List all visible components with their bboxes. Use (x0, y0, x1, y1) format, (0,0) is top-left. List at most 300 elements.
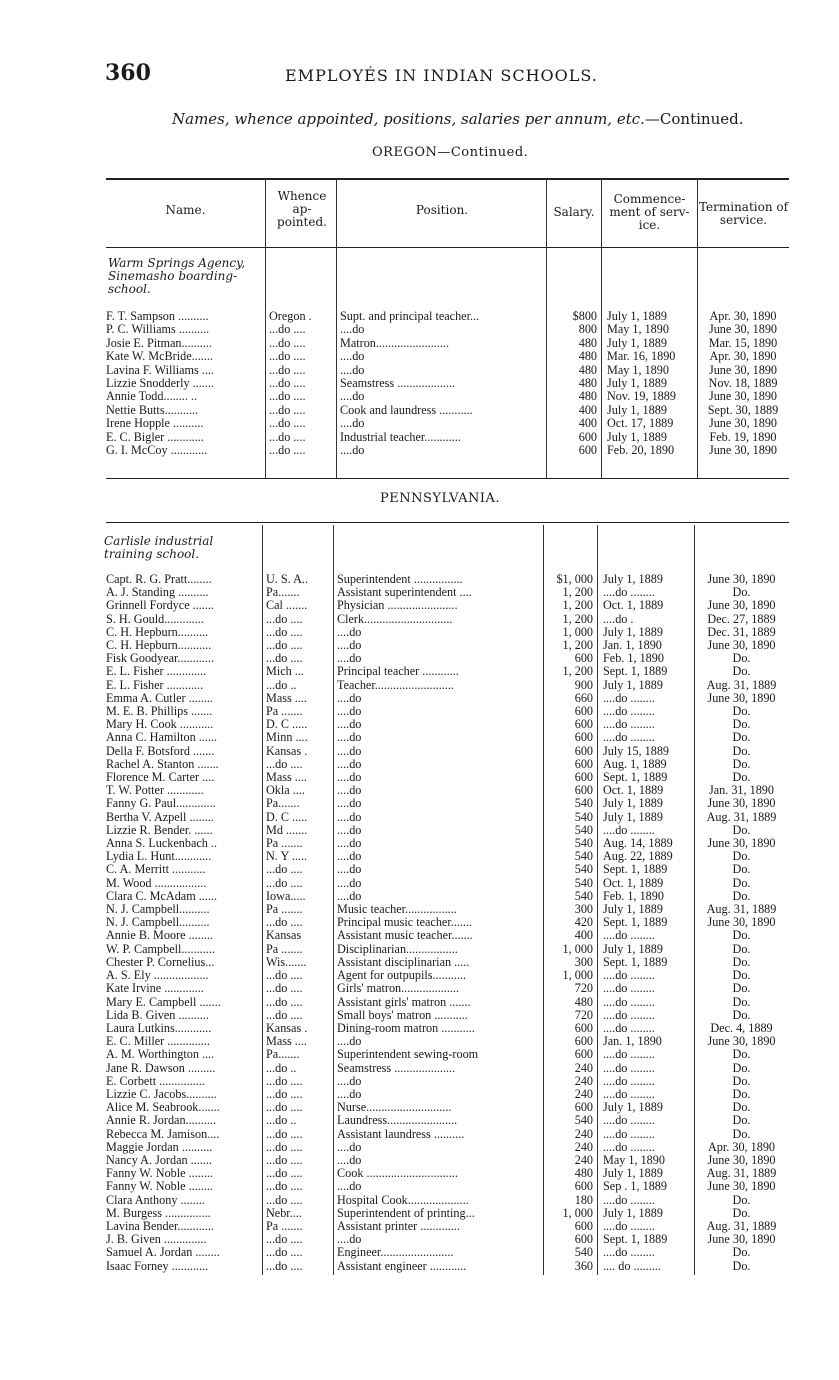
termination-date: Do. (732, 731, 751, 745)
employee-name: Rebecca M. Jamison.... (106, 1127, 220, 1141)
termination-date: Dec. 31, 1889 (707, 625, 776, 639)
whence-appointed: ...do .. (266, 1114, 297, 1128)
position: ....do (340, 444, 365, 458)
table-row (106, 390, 789, 403)
salary: 480 (578, 336, 597, 350)
position: ....do (337, 810, 362, 824)
salary: 600 (578, 444, 597, 458)
commencement-date: Sept. 1, 1889 (603, 665, 668, 679)
termination-date: June 30, 1890 (707, 573, 776, 586)
termination-date: June 30, 1890 (707, 916, 776, 930)
salary: 600 (574, 652, 593, 666)
table-row (106, 1075, 789, 1088)
salary: 720 (574, 1008, 593, 1022)
termination-date: Do. (732, 955, 751, 969)
position: ....do (337, 876, 362, 890)
salary: 540 (574, 850, 593, 864)
termination-date: Aug. 31, 1889 (706, 1167, 777, 1181)
employee-name: N. J. Campbell.......... (106, 916, 210, 930)
termination-date: Aug. 31, 1889 (706, 810, 777, 824)
position: Physician ....................... (337, 599, 458, 613)
termination-date: Do. (732, 823, 751, 837)
commencement-date: May 1, 1890 (607, 323, 669, 337)
table-row (106, 1167, 789, 1180)
employee-name: Della F. Botsford ....... (106, 744, 215, 758)
oregon-bottom-rule (106, 478, 789, 479)
table-row (106, 626, 789, 639)
commencement-date: Aug. 14, 1889 (603, 837, 673, 851)
table-row (106, 1141, 789, 1154)
position: Superintendent of printing... (337, 1206, 475, 1220)
whence-appointed: ...do .... (269, 350, 306, 364)
table-row (106, 310, 789, 323)
subtitle-italic: Names, whence appointed, positions, salaries per annum, etc. (172, 110, 645, 128)
whence-appointed: ...do .... (269, 403, 306, 417)
commencement-date: July 1, 1889 (603, 678, 663, 692)
termination-date: Do. (732, 850, 751, 864)
commencement-date: Oct. 1, 1889 (603, 876, 664, 890)
whence-appointed: ...do .... (269, 390, 306, 404)
commencement-date: ....do ........ (603, 1114, 655, 1128)
whence-appointed: Mass .... (266, 1035, 307, 1049)
pennsylvania-top-rule (106, 522, 789, 523)
employee-name: Laura Lutkins............ (106, 1021, 212, 1035)
commencement-date: ....do ........ (603, 1219, 655, 1233)
position: Dining-room matron ........... (337, 1021, 475, 1035)
commencement-date: May 1, 1890 (603, 1153, 665, 1167)
col-header-position: Position. (415, 203, 469, 217)
salary: 420 (574, 916, 593, 930)
salary: 1, 000 (562, 625, 593, 639)
commencement-date: July 1, 1889 (607, 336, 667, 350)
position: Supt. and principal teacher... (340, 310, 480, 323)
commencement-date: July 1, 1889 (603, 573, 663, 586)
salary: 600 (574, 784, 593, 798)
position: Clerk............................. (337, 612, 453, 626)
commencement-date: Feb. 1, 1890 (603, 889, 664, 903)
table-row (106, 364, 789, 377)
whence-appointed: ...do .... (266, 1246, 303, 1260)
whence-appointed: ...do .... (266, 1101, 303, 1115)
position: ....do (337, 744, 362, 758)
commencement-date: Aug. 1, 1889 (603, 757, 667, 771)
commencement-date: ....do ........ (603, 1021, 655, 1035)
employee-name: Annie R. Jordan.......... (106, 1114, 217, 1128)
pennsylvania-table-body (106, 573, 789, 1273)
employee-name: C. H. Hepburn........... (106, 639, 212, 653)
commencement-date: July 1, 1889 (603, 1206, 663, 1220)
table-row (106, 639, 789, 652)
employee-name: P. C. Williams .......... (106, 323, 210, 337)
commencement-date: Mar. 16, 1890 (607, 350, 676, 364)
table-row (106, 863, 789, 876)
termination-date: Do. (732, 1114, 751, 1128)
whence-appointed: ...do .... (266, 1259, 303, 1273)
table-row (106, 797, 789, 810)
salary: 480 (578, 363, 597, 377)
table-row (106, 573, 789, 586)
termination-date: Do. (732, 1206, 751, 1220)
page-number: 360 (105, 60, 151, 86)
employee-name: N. J. Campbell.......... (106, 903, 210, 917)
termination-date: June 30, 1890 (707, 1153, 776, 1167)
salary: 600 (574, 771, 593, 785)
position: ....do (340, 390, 365, 404)
position: Seamstress .................... (337, 1061, 456, 1075)
salary: 400 (574, 929, 593, 943)
commencement-date: July 1, 1889 (603, 1167, 663, 1181)
termination-date: June 30, 1890 (707, 599, 776, 613)
position: ....do (340, 350, 365, 364)
position: ....do (337, 1233, 362, 1247)
position: Cook and laundress ........... (340, 403, 473, 417)
employee-name: C. A. Merritt ........... (106, 863, 206, 877)
whence-appointed: Pa ....... (266, 942, 303, 956)
termination-date: Do. (732, 982, 751, 996)
commencement-date: ....do ........ (603, 982, 655, 996)
table-row (106, 652, 789, 665)
termination-date: Do. (732, 1061, 751, 1075)
whence-appointed: ...do .... (269, 430, 306, 444)
salary: 300 (574, 955, 593, 969)
termination-date: Do. (732, 876, 751, 890)
employee-name: Capt. R. G. Pratt........ (106, 573, 212, 586)
whence-appointed: ...do .. (266, 1061, 297, 1075)
salary: 1, 200 (562, 599, 593, 613)
position: ....do (340, 417, 365, 431)
termination-date: June 30, 1890 (707, 797, 776, 811)
position: ....do (337, 823, 362, 837)
employee-name: Fisk Goodyear............ (106, 652, 214, 666)
salary: 240 (574, 1153, 593, 1167)
commencement-date: Feb. 20, 1890 (607, 444, 675, 458)
whence-appointed: ...do .. (266, 678, 297, 692)
employee-name: T. W. Potter ............ (106, 784, 204, 798)
commencement-date: Jan. 1, 1890 (603, 639, 662, 653)
position: Assistant music teacher....... (337, 929, 473, 943)
position: ....do (337, 1140, 362, 1154)
whence-appointed: Pa....... (266, 586, 300, 600)
table-row (106, 731, 789, 744)
employee-name: S. H. Gould............. (106, 612, 204, 626)
position: Assistant laundress .......... (337, 1127, 465, 1141)
table-row (106, 350, 789, 363)
position: ....do (337, 837, 362, 851)
commencement-date: July 1, 1889 (603, 1101, 663, 1115)
employee-name: Isaac Forney ............ (106, 1259, 209, 1273)
position: Assistant superintendent .... (337, 586, 472, 600)
position: Disciplinarian................. (337, 942, 458, 956)
position: ....do (337, 625, 362, 639)
termination-date: Do. (732, 718, 751, 732)
commencement-date: ....do ........ (603, 731, 655, 745)
salary: 360 (574, 1259, 593, 1273)
position: Matron........................ (340, 336, 450, 350)
employee-name: Samuel A. Jordan ........ (106, 1246, 220, 1260)
termination-date: June 30, 1890 (707, 1035, 776, 1049)
table-row (106, 771, 789, 784)
whence-appointed: Pa ....... (266, 705, 303, 719)
oregon-heading: OREGON—Continued. (372, 145, 529, 160)
table-row (106, 890, 789, 903)
salary: 600 (574, 1233, 593, 1247)
whence-appointed: D. C ..... (266, 810, 308, 824)
position: Engineer........................ (337, 1246, 454, 1260)
table-row (106, 431, 789, 444)
position: Nurse............................ (337, 1101, 452, 1115)
commencement-date: ....do ........ (603, 929, 655, 943)
table-row (106, 692, 789, 705)
table-row (106, 1128, 789, 1141)
salary: 600 (578, 430, 597, 444)
whence-appointed: Md ....... (266, 823, 308, 837)
employee-name: Fanny W. Noble ........ (106, 1180, 213, 1194)
position: Principal music teacher....... (337, 916, 473, 930)
table-row (106, 1246, 789, 1259)
salary: 400 (578, 403, 597, 417)
table-row (106, 1088, 789, 1101)
employee-name: A. M. Worthington .... (106, 1048, 215, 1062)
whence-appointed: Mass .... (266, 771, 307, 785)
position: ....do (337, 1180, 362, 1194)
whence-appointed: Kansas . (266, 744, 308, 758)
employee-name: F. T. Sampson .......... (106, 310, 209, 323)
table-row (106, 377, 789, 390)
table-row (106, 1062, 789, 1075)
employee-name: Kate W. McBride....... (106, 350, 213, 364)
termination-date: June 30, 1890 (708, 444, 778, 458)
salary: 1, 200 (562, 586, 593, 600)
position: ....do (337, 1153, 362, 1167)
commencement-date: ....do ........ (603, 1008, 655, 1022)
whence-appointed: ...do .... (269, 363, 306, 377)
whence-appointed: Iowa..... (266, 889, 306, 903)
table-row (106, 982, 789, 995)
table-row (106, 903, 789, 916)
whence-appointed: ...do .... (266, 652, 303, 666)
commencement-date: ....do ........ (603, 705, 655, 719)
whence-appointed: ...do .... (266, 1074, 303, 1088)
employee-name: Josie E. Pitman.......... (106, 336, 212, 350)
salary: 180 (574, 1193, 593, 1207)
salary: 480 (578, 377, 597, 391)
commencement-date: July 1, 1889 (607, 377, 667, 391)
table-row (106, 1194, 789, 1207)
position: Superintendent ................ (337, 573, 463, 586)
commencement-date: ....do ........ (603, 1140, 655, 1154)
termination-date: June 30, 1890 (708, 363, 778, 377)
termination-date: Sept. 30, 1889 (707, 403, 779, 417)
whence-appointed: ...do .... (266, 639, 303, 653)
employee-name: Anna S. Luckenbach .. (106, 837, 218, 851)
employee-name: Grinnell Fordyce ....... (106, 599, 214, 613)
termination-date: June 30, 1890 (708, 417, 778, 431)
employee-name: Lizzie C. Jacobs.......... (106, 1087, 217, 1101)
employee-name: M. Wood ................. (106, 876, 207, 890)
position: Agent for outpupils........... (337, 969, 466, 983)
employee-name: E. L. Fisher ............. (106, 665, 207, 679)
commencement-date: ....do . (603, 612, 634, 626)
whence-appointed: Pa....... (266, 797, 300, 811)
termination-date: Do. (732, 929, 751, 943)
whence-appointed: ...do .... (266, 982, 303, 996)
commencement-date: ....do ........ (603, 969, 655, 983)
salary: 540 (574, 1246, 593, 1260)
commencement-date: ....do ........ (603, 1061, 655, 1075)
employee-name: A. S. Ely .................. (106, 969, 209, 983)
whence-appointed: ...do .... (266, 1233, 303, 1247)
position: ....do (337, 797, 362, 811)
whence-appointed: Okla .... (266, 784, 305, 798)
salary: 240 (574, 1087, 593, 1101)
commencement-date: Feb. 1, 1890 (603, 652, 664, 666)
commencement-date: July 1, 1889 (603, 797, 663, 811)
termination-date: June 30, 1890 (707, 639, 776, 653)
table-row (106, 929, 789, 942)
position: Small boys' matron ........... (337, 1008, 468, 1022)
commencement-date: ....do ........ (603, 1074, 655, 1088)
salary: 400 (578, 417, 597, 431)
col-header-termination: Termination of service. (698, 200, 789, 227)
employee-name: Anna C. Hamilton ...... (106, 731, 218, 745)
position: Seamstress ................... (340, 377, 456, 391)
position: Industrial teacher............ (340, 430, 461, 444)
position: ....do (337, 639, 362, 653)
termination-date: Dec. 27, 1889 (707, 612, 776, 626)
commencement-date: ....do ........ (603, 1193, 655, 1207)
position: ....do (337, 1035, 362, 1049)
termination-date: Do. (732, 1008, 751, 1022)
salary: 660 (574, 691, 593, 705)
table-row (106, 705, 789, 718)
salary: 300 (574, 903, 593, 917)
salary: 600 (574, 1180, 593, 1194)
termination-date: Do. (732, 1048, 751, 1062)
table-row (106, 1048, 789, 1061)
whence-appointed: Mich ... (266, 665, 304, 679)
commencement-date: ....do ........ (603, 1246, 655, 1260)
table-row (106, 943, 789, 956)
table-row (106, 996, 789, 1009)
position: ....do (337, 784, 362, 798)
position: ....do (337, 863, 362, 877)
pennsylvania-employee-table (106, 573, 789, 1273)
commencement-date: Oct. 1, 1889 (603, 599, 664, 613)
employee-name: Florence M. Carter .... (106, 771, 215, 785)
salary: 600 (574, 731, 593, 745)
table-row (106, 599, 789, 612)
table-row (106, 679, 789, 692)
salary: 600 (574, 1035, 593, 1049)
commencement-date: ....do ........ (603, 995, 655, 1009)
employee-name: Mary E. Campbell ....... (106, 995, 221, 1009)
termination-date: Do. (732, 1087, 751, 1101)
termination-date: Do. (732, 1127, 751, 1141)
commencement-date: .... do ......... (603, 1259, 661, 1273)
whence-appointed: ...do .... (266, 612, 303, 626)
table-row (106, 956, 789, 969)
commencement-date: July 1, 1889 (607, 310, 667, 323)
position: Laundress....................... (337, 1114, 458, 1128)
employee-name: M. Burgess ............... (106, 1206, 211, 1220)
employee-name: Clara Anthony ........ (106, 1193, 205, 1207)
employee-name: Annie Todd........ .. (106, 390, 198, 404)
salary: 600 (574, 1048, 593, 1062)
table-row (106, 824, 789, 837)
salary: 600 (574, 744, 593, 758)
salary: 540 (574, 810, 593, 824)
position: Teacher.......................... (337, 678, 454, 692)
whence-appointed: Kansas . (266, 1021, 308, 1035)
table-row (106, 1154, 789, 1167)
oregon-table-body (106, 310, 789, 457)
whence-appointed: Cal ....... (266, 599, 308, 613)
table-row (106, 1022, 789, 1035)
termination-date: June 30, 1890 (707, 1233, 776, 1247)
whence-appointed: Nebr.... (266, 1206, 302, 1220)
commencement-date: Jan. 1, 1890 (603, 1035, 662, 1049)
table-row (106, 323, 789, 336)
employee-name: G. I. McCoy ............ (106, 444, 208, 458)
table-row (106, 1180, 789, 1193)
termination-date: Do. (732, 995, 751, 1009)
whence-appointed: Pa ....... (266, 837, 303, 851)
position: ....do (337, 1074, 362, 1088)
whence-appointed: Mass .... (266, 691, 307, 705)
salary: $800 (572, 310, 597, 323)
whence-appointed: Wis....... (266, 955, 307, 969)
salary: 1, 000 (562, 1206, 593, 1220)
position: ....do (337, 652, 362, 666)
position: Principal teacher ............ (337, 665, 459, 679)
commencement-date: Sept. 1, 1889 (603, 955, 668, 969)
subtitle-continued: —Continued. (644, 110, 744, 128)
salary: 720 (574, 982, 593, 996)
employee-name: Mary H. Cook ........... (106, 718, 214, 732)
termination-date: Do. (732, 652, 751, 666)
table-row (106, 745, 789, 758)
whence-appointed: ...do .... (266, 876, 303, 890)
position: ....do (337, 757, 362, 771)
employee-name: Irene Hopple .......... (106, 417, 204, 431)
table-row (106, 718, 789, 731)
table-row (106, 784, 789, 797)
whence-appointed: ...do .... (266, 916, 303, 930)
commencement-date: ....do ........ (603, 718, 655, 732)
termination-date: Do. (732, 705, 751, 719)
whence-appointed: Minn .... (266, 731, 308, 745)
employee-name: Rachel A. Stanton ....... (106, 757, 219, 771)
table-subtitle (172, 110, 743, 128)
commencement-date: July 15, 1889 (603, 744, 670, 758)
commencement-date: ....do ........ (603, 1127, 655, 1141)
salary: 600 (574, 705, 593, 719)
position: ....do (337, 691, 362, 705)
salary: 1, 000 (562, 942, 593, 956)
position: ....do (340, 363, 365, 377)
employee-name: Lavina F. Williams .... (106, 363, 214, 377)
salary: 600 (574, 1021, 593, 1035)
whence-appointed: ...do .... (266, 1127, 303, 1141)
salary: 540 (574, 837, 593, 851)
whence-appointed: ...do .... (269, 377, 306, 391)
table-row (106, 877, 789, 890)
salary: 480 (578, 350, 597, 364)
table-row (106, 1035, 789, 1048)
col-header-name: Name. (165, 203, 206, 217)
employee-name: Kate Irvine ............. (106, 982, 204, 996)
termination-date: Do. (732, 942, 751, 956)
